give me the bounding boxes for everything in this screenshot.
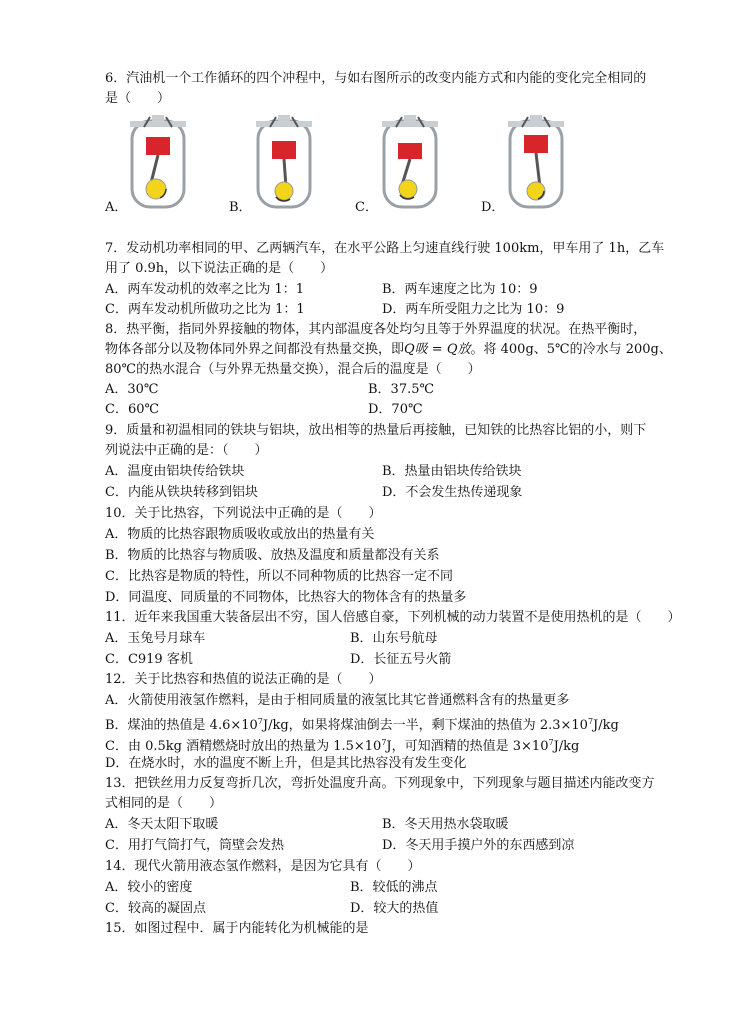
q9-option-b[interactable]: B．热量由铝块传给铁块 [382, 464, 522, 479]
q15-stem: 15．如图过程中．属于内能转化为机械能的是 [105, 921, 369, 936]
q13-stem-line1: 13．把铁丝用力反复弯折几次，弯折处温度升高。下列现象中，下列现象与题目描述内能改变方 [105, 776, 655, 791]
q12-option-c-part1: C．由 0.5kg 酒精燃烧时放出的热量为 1.5×10 [105, 739, 382, 754]
q8-stem-line2-start: 物体各部分以及物体同外界之间都没有热量交换，即 [105, 342, 405, 357]
q12-option-c-part3: J/kg [553, 739, 580, 754]
q8-option-d[interactable]: D．70℃ [368, 402, 423, 417]
q6-option-c-label[interactable]: C． [355, 200, 378, 215]
q9-option-c[interactable]: C．内能从铁块转移到铝块 [105, 485, 258, 500]
q14-option-b[interactable]: B．较低的沸点 [350, 880, 438, 895]
q11-stem: 11．近年来我国重大装备层出不穷，国人倍感自豪，下列机械的动力装置不是使用热机的是（ ） [105, 610, 681, 625]
q12-option-b-exp2: 7 [587, 717, 594, 726]
q10-option-c[interactable]: C．比热容是物质的特性，所以不同种物质的比热容一定不同 [105, 569, 453, 584]
q10-option-d[interactable]: D．同温度、同质量的不同物体，比热容大的物体含有的热量多 [105, 590, 467, 605]
q9-option-d[interactable]: D．不会发生热传递现象 [382, 485, 523, 500]
q14-option-c[interactable]: C．较高的凝固点 [105, 901, 206, 916]
q9-option-a[interactable]: A．温度由铝块传给铁块 [105, 464, 245, 479]
q6-stem-line2: 是（ ） [105, 91, 171, 106]
q11-option-b[interactable]: B．山东号航母 [350, 631, 438, 646]
q14-option-d[interactable]: D．较大的热值 [350, 901, 439, 916]
q9-stem-line1: 9．质量和初温相同的铁块与铝块，放出相等的热量后再接触，已知铁的比热容比铝的小，则下 [105, 423, 647, 438]
engine-diagram-b-icon [252, 113, 316, 217]
q7-option-c[interactable]: C．两车发动机所做功之比为 1：1 [105, 302, 305, 317]
q10-option-a[interactable]: A．物质的比热容跟物质吸收或放出的热量有关 [105, 527, 375, 542]
q8-stem-line3: 80℃的热水混合（与外界无热量交换），混合后的温度是（ ） [105, 362, 481, 377]
q12-option-b-part2: J/kg，如果将煤油倒去一半，剩下煤油的热值为 2.3×10 [262, 718, 588, 733]
q7-stem-line1: 7．发动机功率相同的甲、乙两辆汽车，在水平公路上匀速直线行驶 100km，甲车用了 1h，乙车 [105, 241, 665, 256]
q12-option-b-part3: J/kg [593, 718, 619, 733]
engine-diagram-d-icon [504, 113, 568, 217]
q14-stem: 14．现代火箭用液态氢作燃料，是因为它具有（ ） [105, 859, 421, 874]
q8-formula: Q吸 = Q放 [404, 342, 471, 357]
q6-option-b-label[interactable]: B． [229, 200, 252, 215]
q13-option-d[interactable]: D．冬天用手摸户外的东西感到凉 [382, 838, 575, 853]
q11-option-a[interactable]: A．玉兔号月球车 [105, 631, 206, 646]
q13-option-b[interactable]: B．冬天用热水袋取暖 [382, 817, 509, 832]
q7-option-b[interactable]: B．两车速度之比为 10：9 [382, 282, 538, 297]
q11-option-c[interactable]: C．C919 客机 [105, 652, 193, 667]
q6-option-a-label[interactable]: A． [105, 200, 128, 215]
engine-diagram-c-icon [378, 113, 442, 217]
q9-stem-line2: 列说法中正确的是：（ ） [105, 443, 268, 458]
q12-option-c-exp2: 7 [548, 738, 554, 747]
q13-stem-line2: 式相同的是（ ） [105, 796, 223, 811]
q10-stem: 10．关于比热容，下列说法中正确的是（ ） [105, 506, 382, 521]
q12-option-c-part2: J，可知酒精的热值是 3×10 [386, 739, 549, 754]
q12-option-c-exp1: 7 [381, 738, 387, 747]
q12-option-a[interactable]: A．火箭使用液氢作燃料，是由于相同质量的液氢比其它普通燃料含有的热量更多 [105, 693, 570, 708]
q6-stem-line1: 6．汽油机一个工作循环的四个冲程中，与如右图所示的改变内能方式和内能的变化完全相同的 [105, 71, 647, 86]
q13-option-c[interactable]: C．用打气筒打气，筒壁会发热 [105, 838, 284, 853]
q12-option-b-exp1: 7 [257, 717, 263, 726]
q14-option-a[interactable]: A．较小的密度 [105, 880, 193, 895]
q12-stem: 12．关于比热容和热值的说法正确的是（ ） [105, 672, 382, 687]
q12-option-d[interactable]: D．在烧水时，水的温度不断上升，但是其比热容没有发生变化 [105, 756, 467, 771]
q11-option-d[interactable]: D．长征五号火箭 [350, 652, 452, 667]
q7-option-d[interactable]: D．两车所受阻力之比为 10：9 [382, 302, 565, 317]
q8-option-b[interactable]: B．37.5℃ [368, 382, 435, 397]
q8-option-a[interactable]: A．30℃ [105, 382, 159, 397]
q7-stem-line2: 用了 0.9h，以下说法正确的是（ ） [105, 261, 334, 276]
q8-stem-line1: 8．热平衡，指同外界接触的物体，其内部温度各处均匀且等于外界温度的状况。在热平衡时， [105, 322, 647, 337]
q10-option-b[interactable]: B．物质的比热容与物质吸、放热及温度和质量都没有关系 [105, 548, 440, 563]
q8-stem-line2 [105, 340, 672, 360]
q13-option-a[interactable]: A．冬天太阳下取暖 [105, 817, 219, 832]
q6-option-d-label[interactable]: D． [481, 200, 505, 215]
q8-stem-line2-end: 。将 400g、5℃的冷水与 200g、 [470, 342, 672, 357]
engine-diagram-a-icon [126, 113, 190, 217]
q8-option-c[interactable]: C．60℃ [105, 402, 160, 417]
q12-option-b-part1: B．煤油的热值是 4.6×10 [105, 718, 258, 733]
q7-option-a[interactable]: A．两车发动机的效率之比为 1：1 [105, 282, 305, 297]
